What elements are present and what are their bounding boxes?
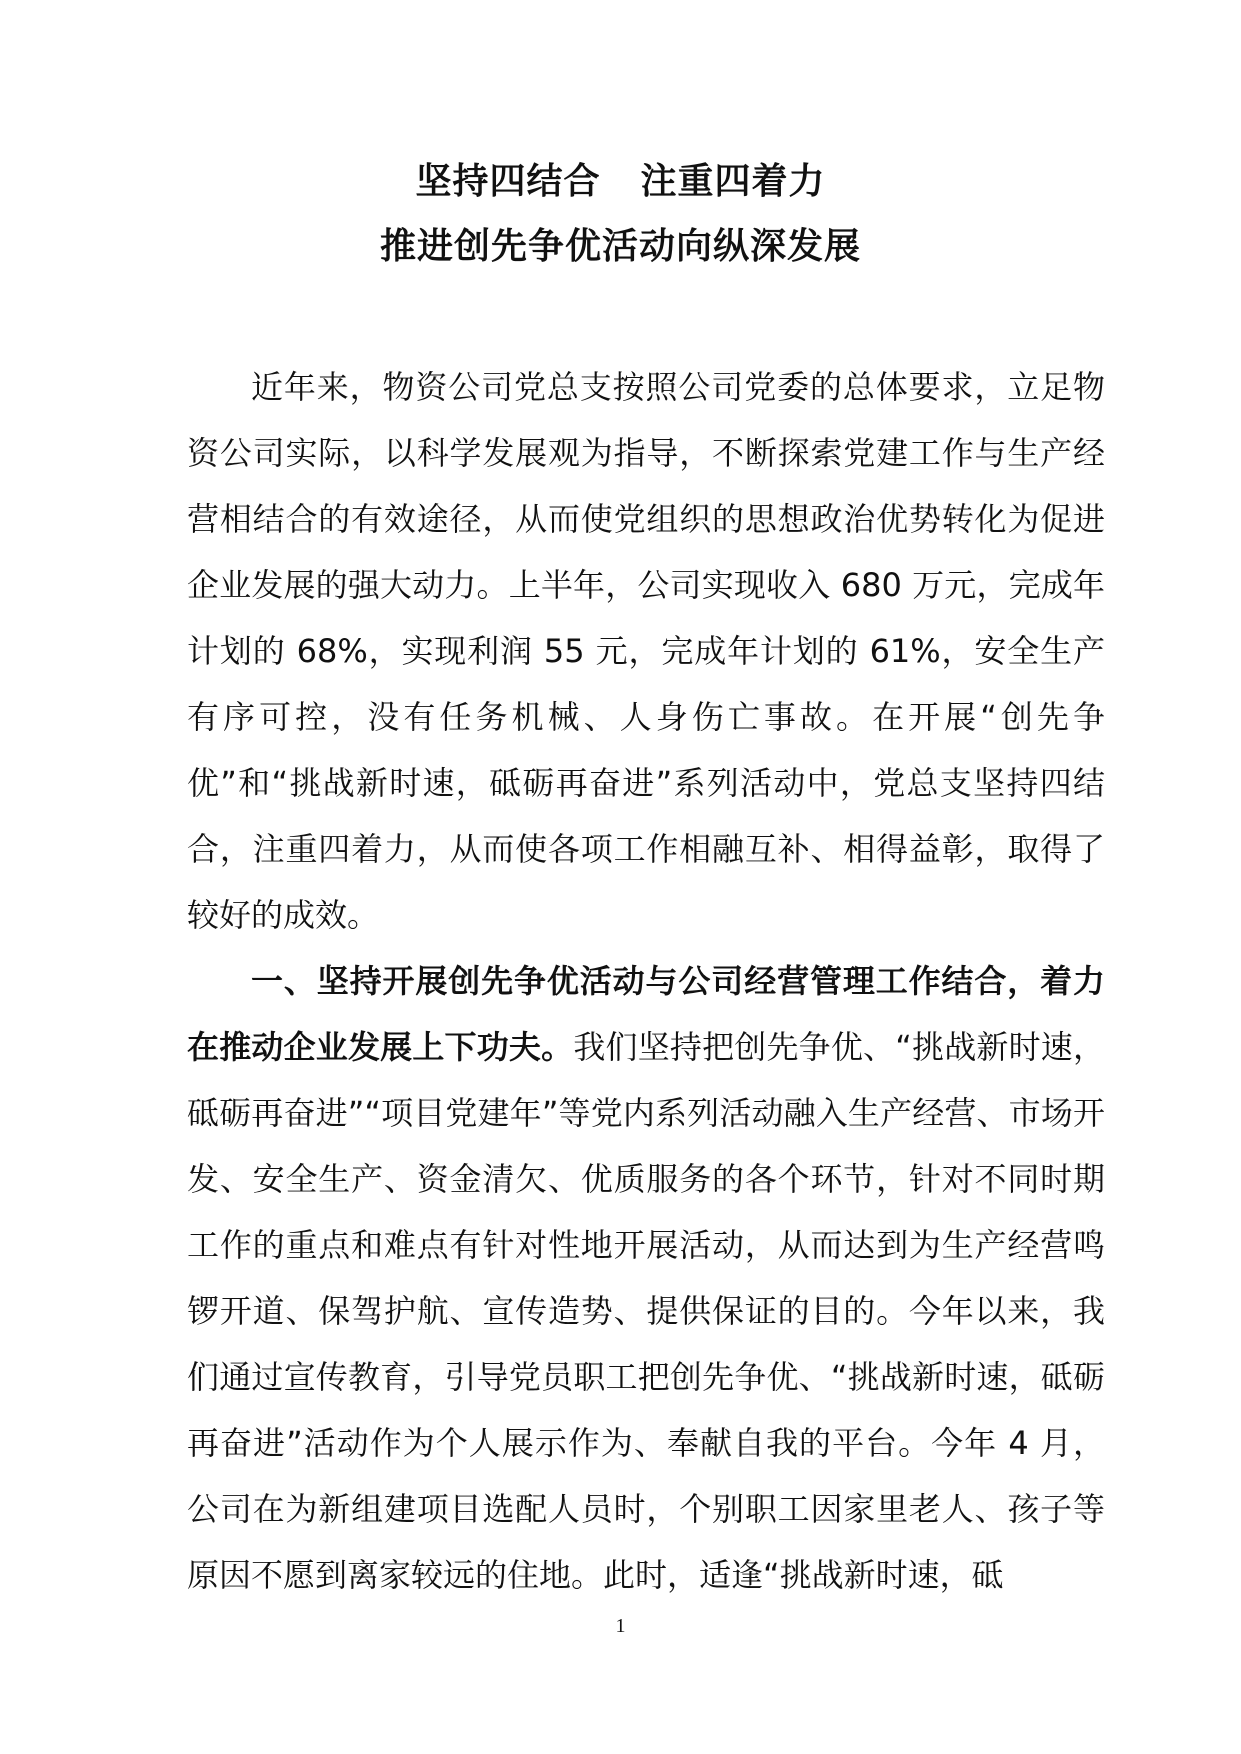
intro-paragraph: 近年来，物资公司党总支按照公司党委的总体要求，立足物资公司实际，以科学发展观为指导，不断探索党建工作与生产经营相结合的有效途径，从而使党组织的思想政治优势转化为促进企业发展的强大动力。上半年，公司实现收入 680 万元，完成年计划的 68%，实现利润 55 元，完成年计划的 61%，安全生产有序可控，没有任务机械、人身伤亡事故。在开展“创先争优”和“挑战新时速，砥砺再奋进”系列活动中，党总支坚持四结合，注重四着力，从而使各项工作相融互补、相得益彰，取得了较好的成效。 xyxy=(187,368,1105,934)
section-1-paragraph xyxy=(187,948,1105,1608)
title-part-2: 注重四着力 xyxy=(640,161,826,202)
document-body xyxy=(187,354,1105,1608)
document-title-line-1 xyxy=(0,160,1241,204)
page-number: 1 xyxy=(615,1615,626,1637)
section-1-text: 我们坚持把创先争优、“挑战新时速，砥砺再奋进”“项目党建年”等党内系列活动融入生产经营、市场开发、安全生产、资金清欠、优质服务的各个环节，针对不同时期工作的重点和难点有针对性地开展活动，从而达到为生产经营鸣锣开道、保驾护航、宣传造势、提供保证的目的。今年以来，我们通过宣传教育，引导党员职工把创先争优、“挑战新时速，砥砺再奋进”活动作为个人展示作为、奉献自我的平台。今年 4 月，公司在为新组建项目选配人员时，个别职工因家里老人、孩子等原因不愿到离家较远的住地。此时，适逢“挑战新时速，砥 xyxy=(187,1028,1105,1594)
document-title-line-2: 推进创先争优活动向纵深发展 xyxy=(379,226,861,267)
title-part-1: 坚持四结合 xyxy=(415,161,601,202)
section-1-heading: 一、坚持开展创先争优活动与公司经营管理工作结合，着力在推动企业发展上下功夫。 xyxy=(187,962,1105,1066)
